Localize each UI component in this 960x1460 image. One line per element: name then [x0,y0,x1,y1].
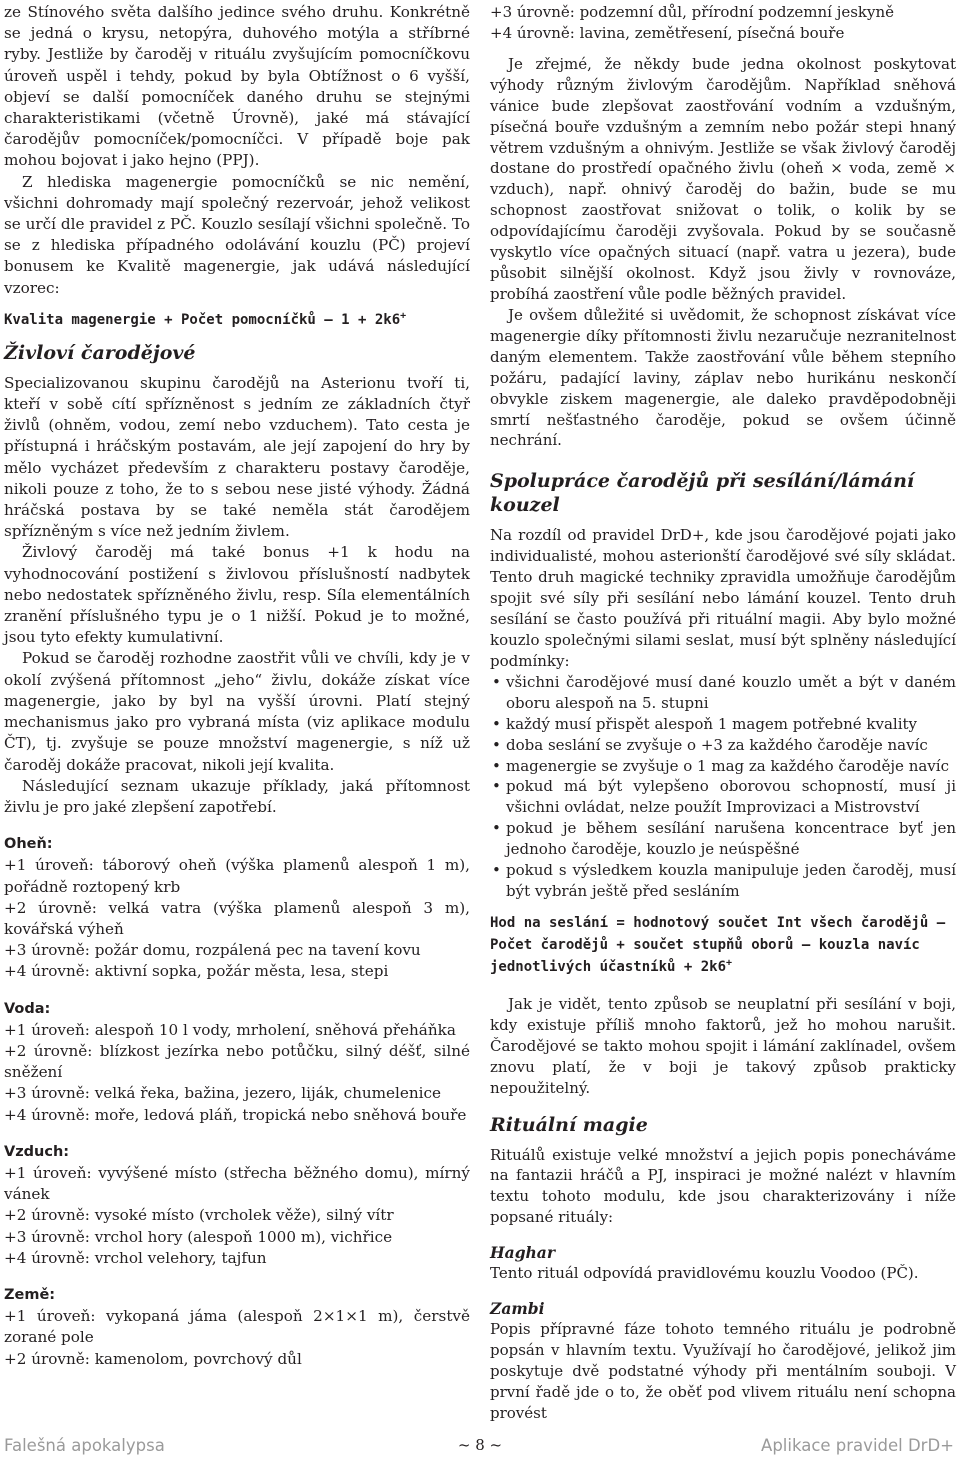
formula-superscript: + [726,957,733,969]
list-item: +3 úrovně: požár domu, rozpálená pec na tavení kovu [4,941,421,960]
paragraph: Na rozdíl od pravidel DrD+, kde jsou čarodějové pojati jako individualisté, mohou asterionští čarodějové své síly skládat. Tento druh magické techniky zpravidla umožňuje čarodějům spojit své síly při sesílání nebo lámání kouzel. Tento druh sesílání se často používá při rituální magii. Aby bylo možné kouzlo společnými silami seslat, musí být splněny následující podmínky: [490,526,956,670]
paragraph: Rituálů existuje velké množství a jejich popis ponecháváme na fantazii hráčů a PJ, inspiraci je možné nalézt v hlavním textu tohoto modulu, kde jsou charakterizovány i níže popsané rituály: [490,1145,956,1227]
paragraph: Je zřejmé, že někdy bude jedna okolnost poskytovat výhody různým živlovým čarodějům. Například sněhová vánice bude zlepšovat zaostřování vodním a vzdušným, písečná bouře vzdušným a zemním nebo požár stepi hnaný větrem vzdušným a ohnivým. Jestliže se však živlový čaroděj dostane do prostředí opačného živlu (oheň × voda, země × vzduch), např. ohnivý čaroděj do bažin, bude se mu schopnost zaostřovat snižovat o tolik, o kolik by se odpovídajícímu čaroději zvyšovala. Pokud by se současně vyskytlo více opačných situací (např. vatra u jezera), bude působit silnější okolnost. Když jsou živly v rovnováze, probíhá zaostření vůle podle běžných pravidel. [490,54,956,303]
paragraph: Z hlediska magenergie pomocníčků se nic nemění, všichni dohromady mají společný rezervoár, jehož velikost se určí dle pravidel z PČ. Kouzlo sesílají všichni společně. To se z hlediska případného odolávání kouzlu (PČ) projeví bonusem ke Kvalitě magenergie, jak udává následující vzorec: [4,172,470,297]
list-item: +4 úrovně: aktivní sopka, požár města, lesa, stepi [4,962,389,981]
element-heading-air: Vzduch: [4,1143,70,1160]
page-number: ~ 8 ~ [457,1436,503,1454]
list-item: +1 úroveň: vyvýšené místo (střecha běžného domu), mírný vánek [4,1163,470,1204]
footer-section-title: Aplikace pravidel DrD+ [761,1436,954,1455]
footer-book-title: Falešná apokalypsa [4,1436,165,1455]
formula-text: Kvalita magenergie + Počet pomocníčků – 1 + 2k6 [4,311,401,328]
formula-text: Hod na seslání = hodnotový součet Int všech čarodějů – Počet čarodějů + součet stupňů oborů – kouzla navíc jednotlivých účastníků + 2k6 [490,914,946,975]
ritual-heading: Zambi [490,1299,545,1319]
left-column [4,2,470,1370]
list-item: +3 úrovně: podzemní důl, přírodní podzemní jeskyně [490,3,895,21]
element-heading-fire: Oheň: [4,836,53,853]
paragraph: Tento rituál odpovídá pravidlovému kouzlu Voodoo (PČ). [490,1264,919,1283]
page-footer [0,1436,960,1460]
paragraph: Je ovšem důležité si uvědomit, že schopnost získávat více magenergie díky přítomnosti živlu nezaručuje nezranitelnost daným elementem. Takže zaostřování vůle během stepního požáru, padající laviny, záplav nebo hurikánu neskončí obvykle ziskem magenergie, ale daleko pravděpodobněji smrtí nešťastného čaroděje, pokud se ovšem účinně nechrání. [490,305,956,450]
list-item: • pokud je během sesílání narušena koncentrace byť jen jednoho čaroděje, kouzlo je neúspěšné [490,818,956,860]
formula [490,912,956,978]
list-item: • všichni čarodějové musí dané kouzlo umět a být v daném oboru alespoň na 5. stupni [490,672,956,714]
formula [4,309,470,331]
right-column [490,2,956,1424]
paragraph: Následující seznam ukazuje příklady, jaká přítomnost živlu je pro jaké zlepšení zapotřebí. [4,776,470,816]
list-item: +4 úrovně: lavina, zemětřesení, písečná bouře [490,23,845,42]
list-item: +1 úroveň: vykopaná jáma (alespoň 2×1×1 m), čerstvě zorané pole [4,1307,470,1347]
paragraph: Pokud se čaroděj rozhodne zaostřit vůli ve chvíli, kdy je v okolí zvýšená přítomnost „jeho“ živlu, dokáže získat více magenergie, jako by byl na vyšší úrovni. Platí stejný mechanismus jako pro vybraná místa (viz aplikace modulu ČT), tj. zvyšuje se pouze množství magenergie, s níž už čaroděj dokáže pracovat, nikoli její kvalita. [4,649,470,774]
list-item: +3 úrovně: vrchol hory (alespoň 1000 m), vichřice [4,1227,393,1246]
list-item: +1 úroveň: alespoň 10 l vody, mrholení, sněhová přeháňka [4,1020,456,1039]
section-heading: Rituální magie [490,1113,648,1136]
element-heading-water: Voda: [4,1000,51,1017]
section-heading: Živloví čarodějové [4,341,196,364]
paragraph: Specializovanou skupinu čarodějů na Asterionu tvoří ti, kteří v sobě cítí spřízněnost s jedním ze základních čtyř živlů (ohněm, vodou, zemí nebo vzduchem). Tato cesta je přístupná i hráčským postavám, ale její zapojení do hry by mělo vycházet především z charakteru postavy čaroděje, nikoli pouze z toho, že to s sebou nese jisté výhody. Žádná hráčská postava by se také neměla stát čarodějem spřízněným s více než jedním živlem. [4,373,470,541]
list-item: • magenergie se zvyšuje o 1 mag za každého čaroděje navíc [490,756,956,777]
element-heading-earth: Země: [4,1286,56,1303]
formula-superscript: + [400,310,407,322]
list-item: +4 úrovně: moře, ledová pláň, tropická nebo sněhová bouře [4,1105,467,1124]
list-item: +4 úrovně: vrchol velehory, tajfun [4,1248,267,1267]
list-item: +2 úrovně: velká vatra (výška plamenů alespoň 3 m), kovářská výheň [4,898,470,938]
list-item: +2 úrovně: vysoké místo (vrcholek věže), silný vítr [4,1206,394,1225]
list-item: • pokud s výsledkem kouzla manipuluje jeden čaroděj, musí být vybrán ještě před sesláním [490,860,956,902]
list-item: • pokud má být vylepšeno oborovou schopností, musí ji všichni ovládat, nelze použít Improvizaci a Mistrovství [490,776,956,818]
section-heading: Spolupráce čarodějů při sesílání/lámání kouzel [490,470,915,517]
conditions-list [490,672,956,902]
list-item: +2 úrovně: kamenolom, povrchový důl [4,1349,302,1368]
paragraph: Jak je vidět, tento způsob se neuplatní při sesílání v boji, kdy existuje příliš mnoho faktorů, jež ho mohou narušit. Čarodějové se takto mohou spojit i lámání zaklínadel, ovšem znovu platí, že v boji je takový způsob prakticky nepoužitelný. [490,994,956,1097]
paragraph: Popis přípravné fáze tohoto temného rituálu je podrobně popsán v hlavním textu. Využívají ho čarodějové, jelikož jim poskytuje dvě podstatné výhody při mentálním souboji. V první řadě jde o to, že oběť pod vlivem rituálu není schopna provést [490,1320,956,1422]
list-item: +1 úroveň: táborový oheň (výška plamenů alespoň 1 m), pořádně roztopený krb [4,856,470,896]
paragraph: ze Stínového světa dalšího jedince svého druhu. Konkrétně se jedná o krysu, netopýra, duhového motýla a stříbrné ryby. Jestliže by čaroděj v rituálu zvyšujícím pomocníčkovu úroveň uspěl i tehdy, pokud by byla Obtížnost o 6 vyšší, objeví se další pomocníček daného druhu se stejnými charakteristikami (včetně Úrovně), jaké má stávající čarodějův pomocníček/pomocníčci. V případě boje pak mohou bojovat i jako hejno (PPJ). [4,3,470,170]
list-item: • každý musí přispět alespoň 1 magem potřebné kvality [490,714,956,735]
ritual-heading: Haghar [490,1243,556,1263]
list-item: +2 úrovně: blízkost jezírka nebo potůčku, silný déšť, silné sněžení [4,1041,470,1082]
paragraph: Živlový čaroděj má také bonus +1 k hodu na vyhodnocování postižení s živlovou příslušností nadbytek nebo nedostatek spřízněného živlu, resp. Síla elementálních zranění příslušného typu je o 1 nižší. Pokud je to možné, jsou tyto efekty kumulativní. [4,543,470,647]
list-item: +3 úrovně: velká řeka, bažina, jezero, liják, chumelenice [4,1084,442,1103]
list-item: • doba seslání se zvyšuje o +3 za každého čaroděje navíc [490,735,956,756]
